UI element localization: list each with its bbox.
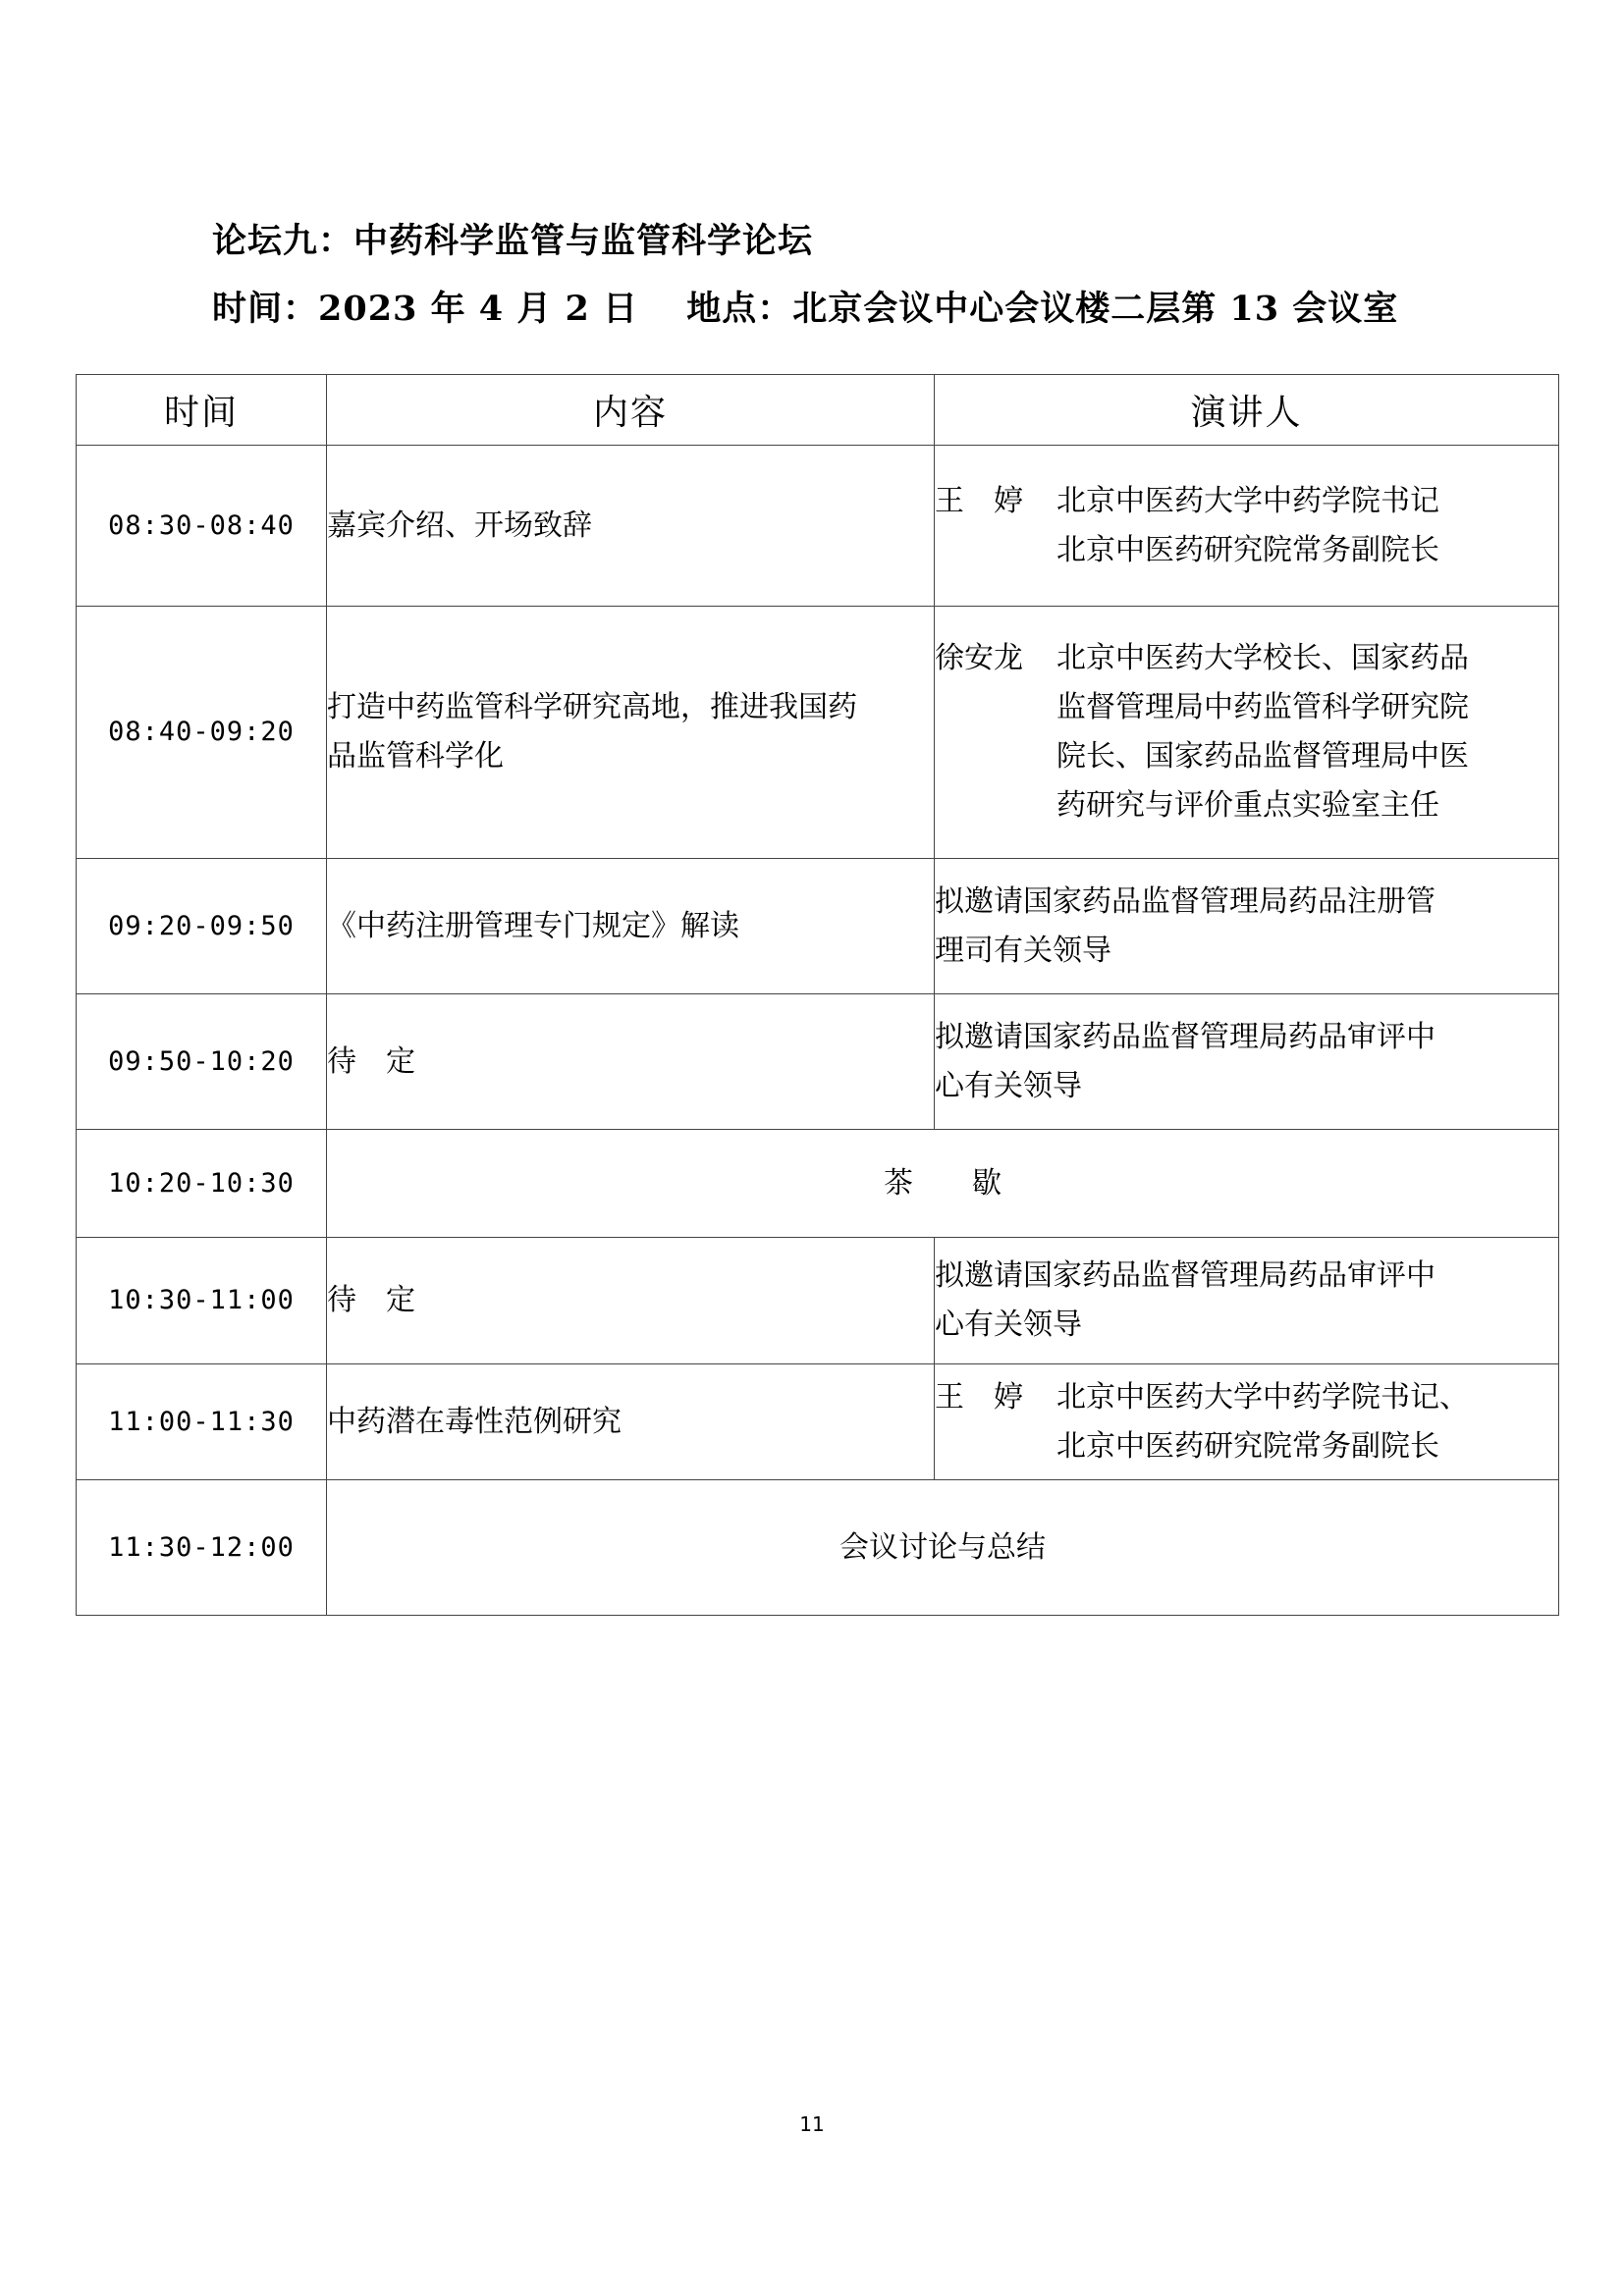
- row-speaker: [935, 446, 1559, 607]
- header-time: 时间: [77, 375, 327, 446]
- row-speaker: [935, 1364, 1559, 1480]
- row-speaker: 拟邀请国家药品监督管理局药品审评中 心有关领导: [935, 994, 1559, 1130]
- time-location: 时间：2023 年 4 月 2 日 地点：北京会议中心会议楼二层第 13 会议室: [212, 289, 1399, 329]
- table-row: [77, 446, 1559, 607]
- row-time: 09:50-10:20: [77, 994, 327, 1130]
- speaker-role: 北京中医药研究院常务副院长: [1056, 1428, 1439, 1464]
- table-row: [77, 607, 1559, 859]
- closing-cell: 会议讨论与总结: [327, 1480, 1559, 1616]
- speaker-name: 王 婷: [935, 1379, 1023, 1415]
- table-row: [77, 994, 1559, 1130]
- row-speaker: 拟邀请国家药品监督管理局药品注册管 理司有关领导: [935, 859, 1559, 994]
- speaker-role: 北京中医药研究院常务副院长: [1056, 532, 1439, 567]
- table-row: [77, 1130, 1559, 1238]
- row-speaker: 拟邀请国家药品监督管理局药品审评中 心有关领导: [935, 1238, 1559, 1364]
- table-row: [77, 1364, 1559, 1480]
- row-content: 中药潜在毒性范例研究: [327, 1364, 935, 1480]
- speaker-role: 北京中医药大学中药学院书记、: [1056, 1379, 1469, 1415]
- table-row: [77, 1238, 1559, 1364]
- row-time: 08:40-09:20: [77, 607, 327, 859]
- speaker-role: 北京中医药大学中药学院书记: [1056, 483, 1439, 518]
- header-row: [77, 375, 1559, 446]
- table-row: [77, 1480, 1559, 1616]
- header-content: 内容: [327, 375, 935, 446]
- break-cell: 茶 歇: [327, 1130, 1559, 1238]
- table-row: [77, 859, 1559, 994]
- row-time: 11:00-11:30: [77, 1364, 327, 1480]
- row-content: 嘉宾介绍、开场致辞: [327, 446, 935, 607]
- header-speaker: 演讲人: [935, 375, 1559, 446]
- speaker-role: 监督管理局中药监管科学研究院: [1056, 690, 1469, 724]
- row-content: 《中药注册管理专门规定》解读: [327, 859, 935, 994]
- page-number: 11: [799, 2112, 825, 2136]
- row-time: 09:20-09:50: [77, 859, 327, 994]
- speaker-role: 北京中医药大学校长、国家药品: [1056, 641, 1469, 675]
- speaker-role: 药研究与评价重点实验室主任: [1056, 788, 1439, 823]
- row-time: 10:30-11:00: [77, 1238, 327, 1364]
- row-content: 待 定: [327, 994, 935, 1130]
- schedule-table: [76, 374, 1559, 1616]
- speaker-name: 王 婷: [935, 483, 1023, 518]
- row-content: 待 定: [327, 1238, 935, 1364]
- row-time: 10:20-10:30: [77, 1130, 327, 1238]
- row-content: 打造中药监管科学研究高地，推进我国药 品监管科学化: [327, 607, 935, 859]
- speaker-role: 院长、国家药品监督管理局中医: [1056, 739, 1469, 774]
- row-speaker: [935, 607, 1559, 859]
- speaker-name: 徐安龙: [935, 641, 1023, 675]
- row-time: 08:30-08:40: [77, 446, 327, 607]
- forum-title: 论坛九：中药科学监管与监管科学论坛: [212, 221, 814, 261]
- row-time: 11:30-12:00: [77, 1480, 327, 1616]
